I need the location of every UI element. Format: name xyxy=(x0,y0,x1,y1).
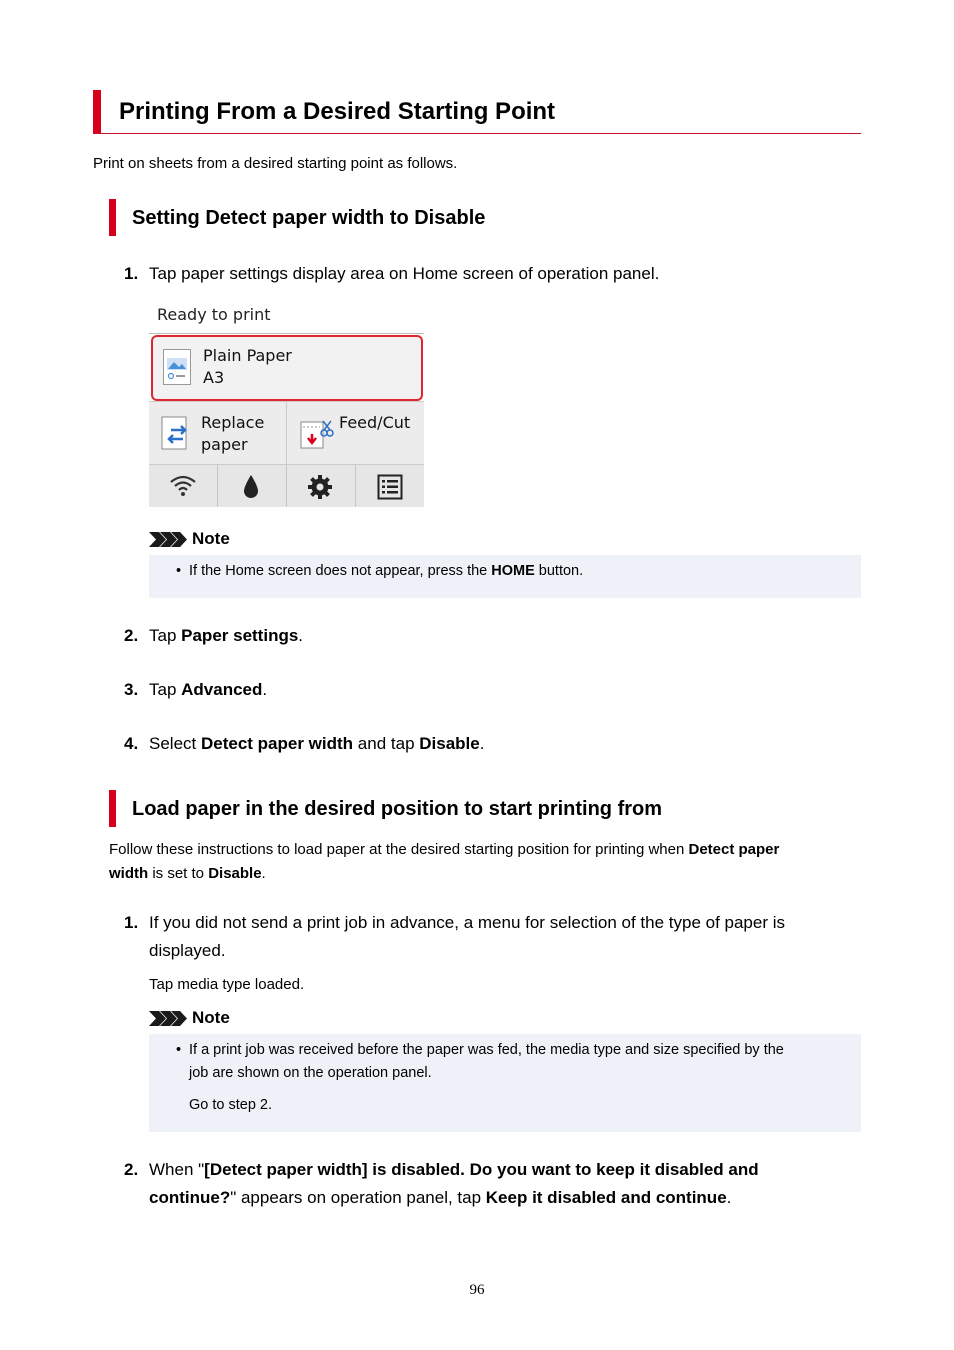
step-text xyxy=(149,730,849,758)
text: . xyxy=(726,1188,732,1207)
menu-item-name: Paper settings xyxy=(181,626,299,645)
step-number: 1. xyxy=(124,264,139,283)
step-number: 4. xyxy=(124,734,139,753)
divider xyxy=(286,465,287,507)
replace-label-line2: paper xyxy=(201,435,248,454)
setting-value: Disable xyxy=(208,865,262,882)
status-text: Ready to print xyxy=(157,305,271,324)
step-number: 1. xyxy=(124,913,139,932)
step-number: 3. xyxy=(124,680,139,699)
page-title: Printing From a Desired Starting Point xyxy=(119,98,556,125)
page-heading xyxy=(93,90,861,134)
page-number: 96 xyxy=(469,1282,485,1298)
menu-item-name: Detect paper width xyxy=(200,734,354,753)
button-name: Keep it disabled and continue xyxy=(485,1188,727,1207)
wifi-icon xyxy=(169,474,197,498)
paper-type: Plain Paper xyxy=(203,346,292,365)
menu-item-name: Disable xyxy=(419,734,480,753)
divider xyxy=(149,333,424,334)
section-accent-bar xyxy=(109,790,116,827)
menu-item-name: Advanced xyxy=(181,680,263,699)
setting-name: Detect paper xyxy=(688,841,780,858)
note-box xyxy=(149,1034,861,1132)
section-title: Load paper in the desired position to start printing from xyxy=(132,798,663,820)
text-line: If a print job was received before the paper was fed, the media type and size specified by the xyxy=(189,1042,784,1058)
text: . xyxy=(298,626,304,645)
divider xyxy=(355,465,356,507)
intro-line1 xyxy=(109,838,849,862)
text-line xyxy=(149,1184,849,1212)
operation-panel-screenshot xyxy=(149,300,424,506)
paper-settings-area[interactable] xyxy=(151,335,423,401)
action-row xyxy=(149,401,424,465)
text: Follow these instructions to load paper at the desired starting position for printing when xyxy=(109,841,689,858)
text: . xyxy=(479,734,485,753)
bullet: • xyxy=(176,1042,182,1058)
replace-paper-label xyxy=(201,412,264,456)
ink-drop-icon xyxy=(243,474,259,500)
paper-info xyxy=(203,345,292,389)
heading-accent-bar xyxy=(93,90,101,133)
text: " appears on operation panel, tap xyxy=(230,1188,486,1207)
step-text xyxy=(149,676,849,704)
note-text-pre: If the Home screen does not appear, press the xyxy=(189,563,492,579)
text: is set to xyxy=(148,865,209,882)
note-label: Note xyxy=(192,1008,230,1027)
note-arrows-icon xyxy=(149,1011,187,1026)
replace-label-line1: Replace xyxy=(201,413,265,432)
paper-size: A3 xyxy=(203,368,225,387)
step-text: Tap paper settings display area on Home screen of operation panel. xyxy=(149,264,660,283)
paper-icon xyxy=(163,349,191,385)
divider xyxy=(286,402,287,465)
text: . xyxy=(261,865,266,882)
replace-paper-icon xyxy=(161,416,191,452)
note-followup: Go to step 2. xyxy=(189,1097,273,1113)
feed-cut-label: Feed/Cut xyxy=(339,413,411,432)
text: . xyxy=(262,680,268,699)
text: and tap xyxy=(353,734,420,753)
intro-line2 xyxy=(109,862,849,886)
home-button-name: HOME xyxy=(491,563,535,579)
step-number: 2. xyxy=(124,1160,139,1179)
feed-cut-icon xyxy=(300,418,334,452)
list-icon xyxy=(377,474,403,500)
panel-message: continue? xyxy=(149,1188,231,1207)
note-arrows-icon xyxy=(149,532,187,547)
step-number: 2. xyxy=(124,626,139,645)
bullet: • xyxy=(176,563,182,579)
text-line: If you did not send a print job in advance, a menu for selection of the type of paper is xyxy=(149,913,786,932)
note-text-post: button. xyxy=(534,563,584,579)
text: Select xyxy=(149,734,201,753)
note-box xyxy=(149,555,861,598)
step-text xyxy=(149,622,849,650)
setting-name: width xyxy=(109,865,149,882)
text: Tap xyxy=(149,680,182,699)
text-line: displayed. xyxy=(149,941,226,960)
note-label: Note xyxy=(192,529,230,548)
text: When " xyxy=(149,1160,205,1179)
section-intro xyxy=(109,838,849,886)
section-title: Setting Detect paper width to Disable xyxy=(132,207,486,229)
step-subtext: Tap media type loaded. xyxy=(149,976,305,993)
step-1 xyxy=(124,909,844,965)
note-text xyxy=(189,560,849,583)
divider xyxy=(217,465,218,507)
step-text xyxy=(149,1156,849,1212)
panel-message: [Detect paper width] is disabled. Do you want to keep it disabled and xyxy=(204,1160,759,1179)
bottom-icon-bar xyxy=(149,464,424,507)
gear-icon xyxy=(307,474,333,500)
step-text xyxy=(149,909,849,965)
section-accent-bar xyxy=(109,199,116,236)
note-text xyxy=(189,1039,849,1085)
text-line xyxy=(149,1156,849,1184)
text-line: job are shown on the operation panel. xyxy=(189,1065,432,1081)
text: Tap xyxy=(149,626,182,645)
step-2 xyxy=(124,1156,844,1212)
intro-text: Print on sheets from a desired starting point as follows. xyxy=(93,155,458,172)
